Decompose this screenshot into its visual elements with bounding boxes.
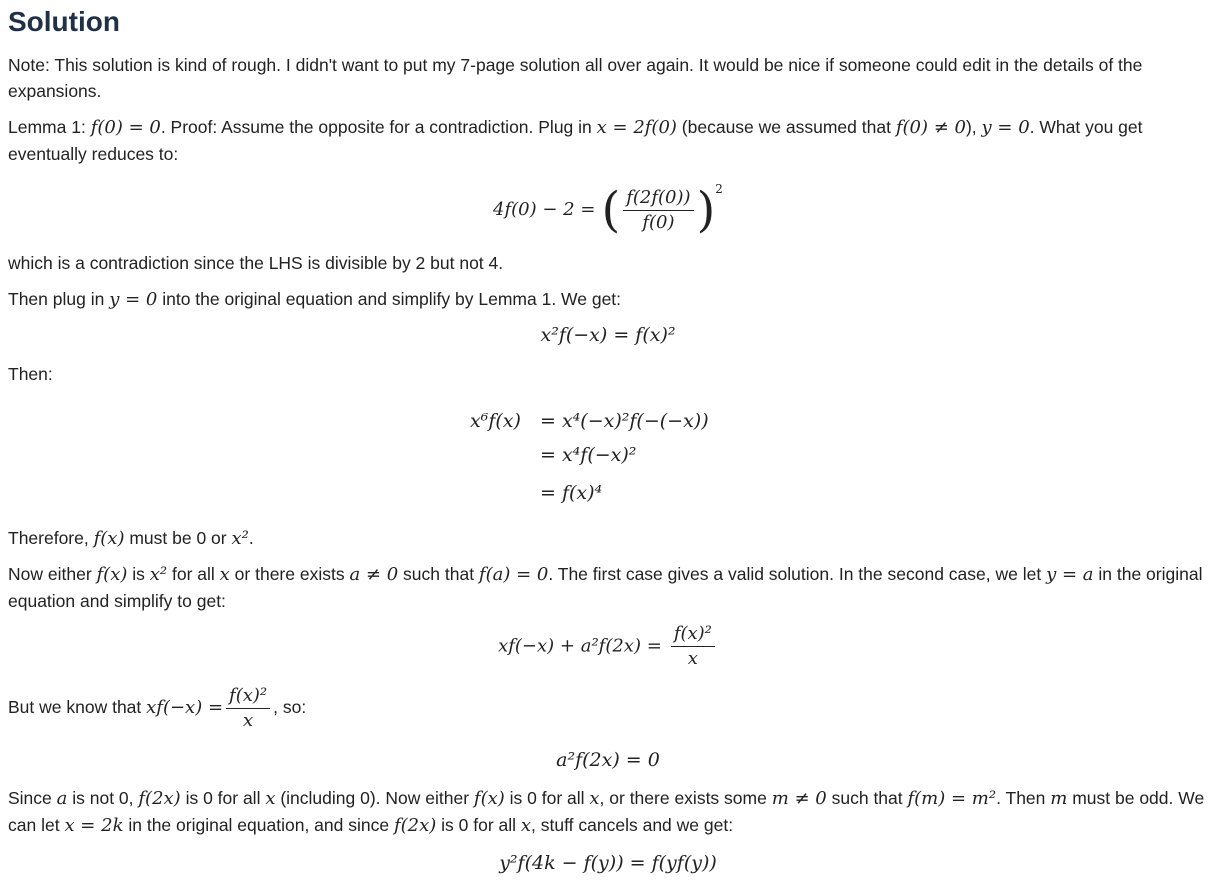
align-row-1: = x⁴(−x)²f(−(−x)) xyxy=(540,410,709,432)
then-paragraph: Then: xyxy=(8,364,53,384)
math-inline: f(x) xyxy=(96,564,128,585)
equation-lemma: 4f(0) − 2 = ( $\frac{f(2f(0))}{f(0)}$ )$^2$ xyxy=(493,182,723,238)
align-row-3: = f(x)⁴ xyxy=(540,482,603,504)
section-heading: Solution xyxy=(8,6,120,37)
fraction: $\frac{\text{f(x)²}}{x}$ xyxy=(671,622,715,671)
math-inline: y = a xyxy=(1046,564,1094,585)
lemma-paragraph: Lemma 1: f(0) = 0. Proof: Assume the opposite for a contradiction. Plug in x = 2f(0) (because we assumed that f(0) ≠ 0), y = 0. What you get eventually reduces to: xyxy=(8,117,1143,164)
math-inline: x = 2f(0) xyxy=(596,117,677,138)
math-inline: f(0) ≠ 0 xyxy=(895,117,966,138)
either-paragraph: Now either f(x) is x² for all x or there exists a ≠ 0 such that f(a) = 0. The first case gives a valid solution. In the second case, we let y = a in the original equation and simplify to get: xyxy=(8,564,1203,611)
math-inline: x² xyxy=(231,528,249,549)
therefore-paragraph: Therefore, f(x) must be 0 or x². xyxy=(8,528,254,549)
equation-second-case: xf(−x) + a²f(2x) = $\frac{\text{f(x)²}}{x}$ xyxy=(0,622,1216,671)
butknow-paragraph: But we know that xf(−x) = $\frac{\text{f(x)²}}{x}$ , so: xyxy=(8,685,307,731)
math-inline: f(0) = 0 xyxy=(90,117,161,138)
align-row-2: = x⁴f(−x)² xyxy=(540,444,637,466)
math-inline: a ≠ 0 xyxy=(349,564,399,585)
equation-plug: x²f(−x) = f(x)² xyxy=(540,324,676,346)
math-inline: y = 0 xyxy=(109,289,158,310)
align-lhs: x⁶f(x) xyxy=(470,410,521,432)
equation-final: y²f(4k − f(y)) = f(yf(y)) xyxy=(499,852,717,874)
contradiction-paragraph: which is a contradiction since the LHS is divisible by 2 but not 4. xyxy=(8,253,504,273)
math-inline: x² xyxy=(149,564,168,585)
plug-paragraph: Then plug in y = 0 into the original equation and simplify by Lemma 1. We get: xyxy=(8,289,622,310)
math-inline: x xyxy=(219,564,230,585)
fraction: $\frac{f(2f(0))}{f(0)}$ xyxy=(623,186,693,235)
math-inline: f(a) = 0 xyxy=(478,564,549,585)
math-inline: y = 0 xyxy=(981,117,1030,138)
fraction: $\frac{\text{f(x)²}}{x}$ xyxy=(226,684,270,733)
since-paragraph: Since a is not 0, f(2x) is 0 for all x (including 0). Now either f(x) is 0 for all x, or there exists some m ≠ 0 such that f(m) = m². Then m must be odd. We can let x = 2k in the original equation, and since f(2x) is 0 for all x, stuff cancels and we get: xyxy=(8,788,1205,836)
equation-zero: a²f(2x) = 0 xyxy=(556,749,660,771)
math-inline: f(x) xyxy=(93,528,125,549)
note-paragraph: Note: This solution is kind of rough. I didn't want to put my 7-page solution all over again. It would be nice if someone could edit in the details of the expansions. xyxy=(8,55,1143,101)
